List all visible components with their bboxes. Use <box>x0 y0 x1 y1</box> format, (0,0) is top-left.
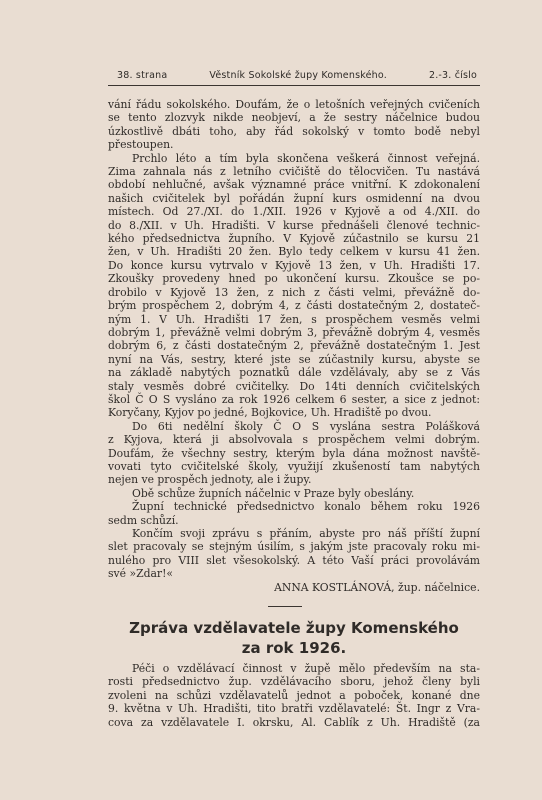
text-line: své »Zdar!« <box>108 567 174 581</box>
section-title <box>108 618 480 658</box>
text-line: dobrým 1, převážně velmi dobrým 3, převážně dobrým 4, vesměs <box>108 325 480 339</box>
signature: ANNA KOSTLÁNOVÁ, žup. náčelnice. <box>274 580 480 594</box>
text-line: sedm schůzí. <box>108 513 179 527</box>
text-line: období nehlučné, avšak významné práce vnitřní. K zdokonalení <box>108 178 480 192</box>
text-line: Prchlo léto a tím byla skončena veškerá činnost veřejná. <box>132 151 480 165</box>
section-title-line-1: Zpráva vzdělavatele župy Komenského <box>129 619 459 637</box>
text-line: Obě schůze župních náčelnic v Praze byly obeslány. <box>132 486 415 500</box>
text-line: Do konce kursu vytrvalo v Kyjově 13 žen, v Uh. Hradišti 17. <box>108 258 480 272</box>
text-line: brým prospěchem 2, dobrým 4, z části dostatečným 2, dostateč- <box>108 299 480 313</box>
text-line: úzkostlivě dbáti toho, aby řád sokolský v tomto bodě nebyl <box>108 124 480 138</box>
report-body <box>108 98 480 594</box>
publication-title: Věstník Sokolské župy Komenského. <box>209 70 387 81</box>
text-line: 9. května v Uh. Hradišti, tito bratři vzdělavatelé: Št. Ingr z Vra- <box>108 702 480 716</box>
text-line: Zkoušky provedeny hned po ukončení kursu. Zkoušce se po- <box>108 272 480 286</box>
header-rule <box>108 85 480 86</box>
text-line: na základě nabytých poznatků dále vzdělávaly, aby se z Vás <box>108 366 480 380</box>
text-line: Koryčany, Kyjov po jedné, Bojkovice, Uh. Hradiště po dvou. <box>108 406 432 420</box>
text-line: nejen ve prospěch jednoty, ale i župy. <box>108 473 312 487</box>
text-line: drobilo v Kyjově 13 žen, z nich z části velmi, převážně do- <box>108 285 480 299</box>
page-number: 38. strana <box>117 70 168 81</box>
text-line: Péči o vzdělávací činnost v župě mělo především na sta- <box>132 662 480 675</box>
text-line: nyní na Vás, sestry, které jste se zúčastnily kursu, abyste se <box>108 352 480 366</box>
text-line: Župní technické předsednictvo konalo během roku 1926 <box>132 500 480 514</box>
text-line: rosti předsednictvo žup. vzdělávacího sboru, jehož členy byli <box>108 675 480 689</box>
text-line: škol Č O S vysláno za rok 1926 celkem 6 sester, a sice z jednot: <box>108 392 480 406</box>
text-line: přestoupen. <box>108 138 174 152</box>
text-line: našich cvičitelek byl pořádán župní kurs osmidenní na dvou <box>108 191 480 205</box>
text-line: cova za vzdělavatele I. okrsku, Al. Cablík z Uh. Hradiště (za <box>108 715 480 729</box>
section2-body <box>108 662 480 729</box>
text-line: ným 1. V Uh. Hradišti 17 žen, s prospěchem vesměs velmi <box>108 312 480 326</box>
text-line: vovati tyto cvičitelské školy, využijí zkušeností tam nabytých <box>108 459 480 473</box>
text-line: z Kyjova, která ji absolvovala s prospěchem velmi dobrým. <box>108 433 480 447</box>
text-line: vání řádu sokolského. Doufám, že o letošních veřejných cvičeních <box>108 98 480 111</box>
text-line: místech. Od 27./XI. do 1./XII. 1926 v Kyjově a od 4./XII. do <box>108 205 480 219</box>
section-title-line-2: za rok 1926. <box>241 639 347 657</box>
page-header <box>117 70 477 81</box>
text-line: Do 6ti nedělní školy Č O S vyslána sestra Polášková <box>132 419 480 433</box>
text-line: nulého pro VIII slet všesokolský. A této Vaší práci provolávám <box>108 553 480 567</box>
text-line: kého předsednictva župního. V Kyjově zúčastnilo se kursu 21 <box>108 232 480 246</box>
text-line: staly vesměs dobré cvičitelky. Do 14ti denních cvičitelských <box>108 379 480 393</box>
text-line: Končím svoji zprávu s přáním, abyste pro náš příští župní <box>132 527 480 540</box>
text-line: slet pracovaly se stejným úsilím, s jakým jste pracovaly roku mi- <box>108 540 480 554</box>
text-line: se tento zlozvyk nikde neobjeví, a že sestry náčelnice budou <box>108 111 480 125</box>
text-line: Zima zahnala nás z letního cvičiště do tělocvičen. Tu nastává <box>108 165 480 179</box>
text-line: do 8./XII. v Uh. Hradišti. V kurse přednášeli členové technic- <box>108 218 480 232</box>
issue-number: 2.-3. číslo <box>428 70 477 81</box>
text-line: zvoleni na schůzi vzdělavatelů jednot a poboček, konané dne <box>108 688 480 702</box>
text-line: Doufám, že všechny sestry, kterým byla dána možnost navště- <box>108 446 480 460</box>
section-divider <box>268 606 302 607</box>
text-line: žen, v Uh. Hradišti 20 žen. Bylo tedy celkem v kursu 41 žen. <box>108 245 480 259</box>
text-line: dobrým 6, z části dostatečným 2, převážně dostatečným 1. Jest <box>108 339 480 353</box>
